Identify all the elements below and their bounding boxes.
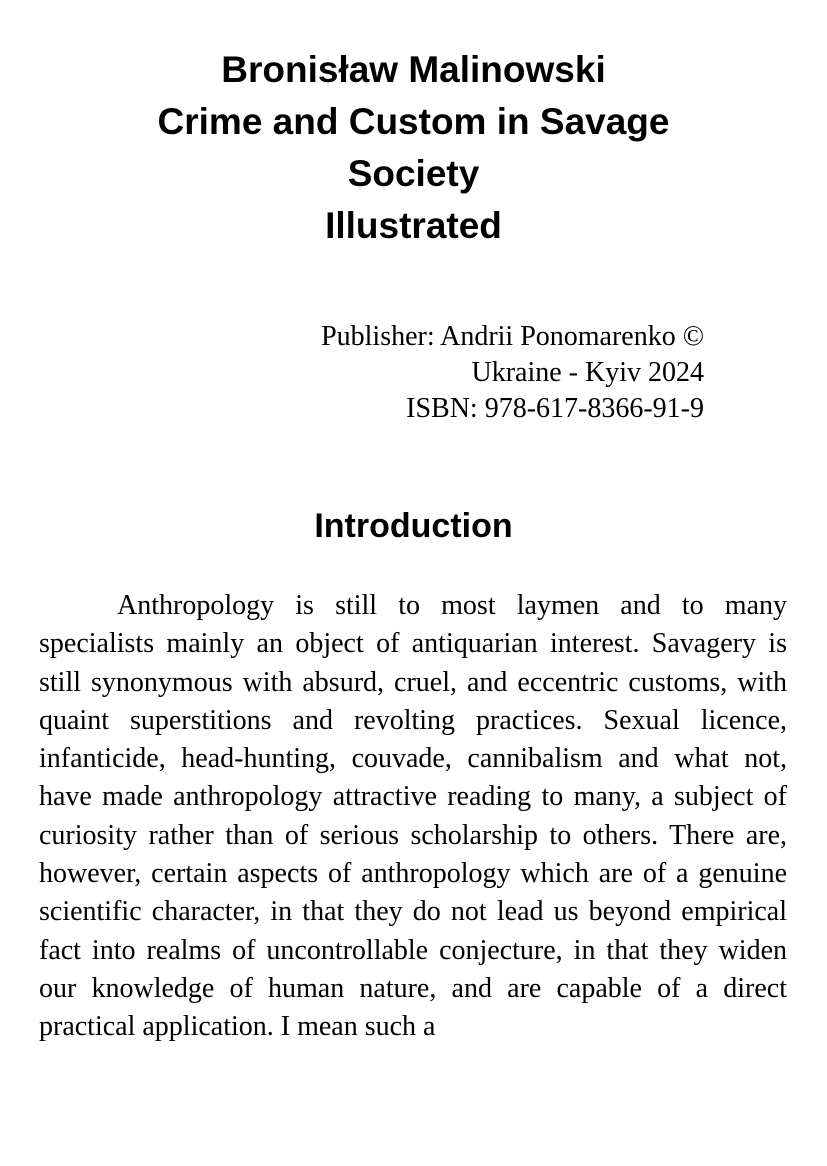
title-main-line-continued: Society: [347, 153, 480, 194]
publisher-isbn: ISBN: 978-617-8366-91-9: [406, 393, 704, 424]
title-main-line: Crime and Custom in Savage: [157, 101, 670, 142]
title-edition-line: Illustrated: [325, 205, 502, 246]
body-paragraph: Anthropology is still to most laymen and to many specialists mainly an object of antiquarian interest. Savagery is still synonymous with absurd, cruel, and eccentric customs, with quaint superstitions and revolting practices. Sexual licence, infanticide, head-hunting, couvade, cannibalism and what not, have made anthropology attractive reading to many, a subject of curiosity rather than of serious scholarship to others. There are, however, certain aspects of anthropology which are of a genuine scientific character, in that they do not lead us beyond empirical fact into realms of uncontrollable conjecture, in that they widen our knowledge of human nature, and are capable of a direct practical application. I mean such a: [39, 590, 787, 1043]
publisher-info: [321, 319, 704, 427]
book-title: [0, 44, 827, 252]
publisher-name: Publisher: Andrii Ponomarenko ©: [321, 321, 704, 352]
publisher-location: Ukraine - Kyiv 2024: [471, 357, 704, 388]
title-author-line: Bronisław Malinowski: [221, 49, 606, 90]
section-heading: Introduction: [314, 507, 513, 545]
